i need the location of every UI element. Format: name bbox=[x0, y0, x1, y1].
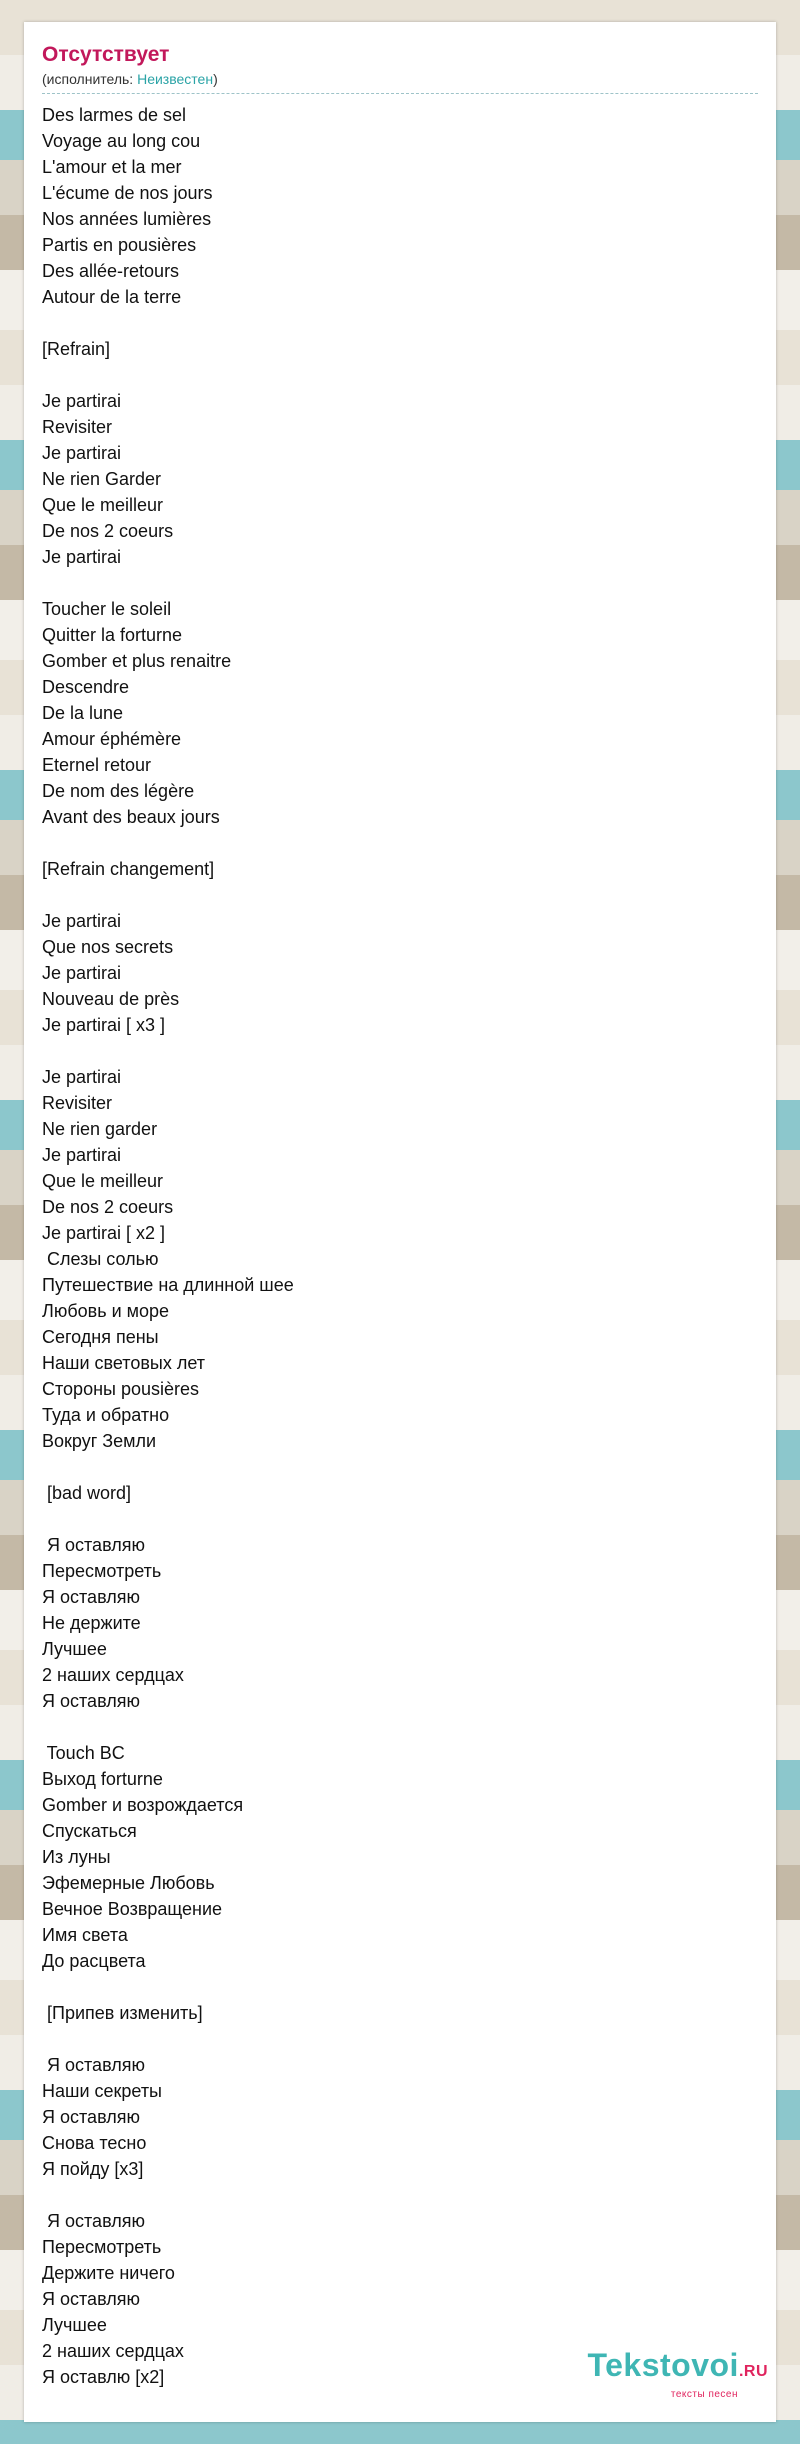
lyric-line: Autour de la terre bbox=[42, 287, 182, 307]
lyric-line: Je partirai bbox=[42, 963, 122, 983]
lyric-line: Touch BC bbox=[42, 1743, 125, 1763]
lyric-line: Путешествие на длинной шее bbox=[42, 1275, 294, 1295]
lyrics-text bbox=[42, 102, 758, 2390]
lyric-line: Que le meilleur bbox=[42, 495, 164, 515]
lyric-line: Amour éphémère bbox=[42, 729, 182, 749]
lyric-line: Quitter la forturne bbox=[42, 625, 183, 645]
lyric-line: Лучшее bbox=[42, 2315, 107, 2335]
logo-main-text: Tekstovoi bbox=[587, 2347, 739, 2383]
lyric-line: Выход forturne bbox=[42, 1769, 163, 1789]
lyric-line: Сегодня пены bbox=[42, 1327, 159, 1347]
lyric-line: Эфемерные Любовь bbox=[42, 1873, 215, 1893]
lyric-line: Пересмотреть bbox=[42, 2237, 162, 2257]
lyric-line: Имя света bbox=[42, 1925, 128, 1945]
lyric-line: Я оставляю bbox=[42, 2289, 140, 2309]
lyric-line: Des larmes de sel bbox=[42, 105, 187, 125]
lyric-line: Я пойду [x3] bbox=[42, 2159, 144, 2179]
lyric-line: Я оставляю bbox=[42, 2107, 140, 2127]
lyric-line bbox=[42, 1714, 758, 1740]
lyric-line bbox=[42, 1506, 758, 1532]
lyric-line: Снова тесно bbox=[42, 2133, 147, 2153]
lyric-line: Gomber et plus renaitre bbox=[42, 651, 232, 671]
lyrics-card bbox=[24, 22, 776, 2422]
lyric-line bbox=[42, 1974, 758, 2000]
lyric-line bbox=[42, 1454, 758, 1480]
lyric-line: L'amour et la mer bbox=[42, 157, 182, 177]
lyric-line: Voyage au long cou bbox=[42, 131, 201, 151]
lyric-line: 2 наших сердцах bbox=[42, 2341, 184, 2361]
lyric-line: Из луны bbox=[42, 1847, 111, 1867]
lyric-line bbox=[42, 2182, 758, 2208]
artist-suffix: ) bbox=[213, 71, 218, 87]
lyric-line bbox=[42, 310, 758, 336]
lyric-line: [Refrain changement] bbox=[42, 859, 215, 879]
lyric-line: Nouveau de près bbox=[42, 989, 180, 1009]
lyric-line: Вечное Возвращение bbox=[42, 1899, 223, 1919]
lyric-line: Лучшее bbox=[42, 1639, 107, 1659]
lyric-line: Je partirai bbox=[42, 391, 122, 411]
artist-link[interactable]: Неизвестен bbox=[137, 71, 214, 87]
lyric-line: Я оставляю bbox=[42, 2211, 145, 2231]
lyric-line: Держите ничего bbox=[42, 2263, 175, 2283]
lyric-line: Вокруг Земли bbox=[42, 1431, 157, 1451]
lyric-line: Пересмотреть bbox=[42, 1561, 162, 1581]
lyric-line: Я оставляю bbox=[42, 1535, 145, 1555]
lyric-line: Я оставляю bbox=[42, 1587, 140, 1607]
lyric-line: Que le meilleur bbox=[42, 1171, 164, 1191]
lyric-line: Toucher le soleil bbox=[42, 599, 172, 619]
lyric-line: Revisiter bbox=[42, 1093, 113, 1113]
lyric-line: Descendre bbox=[42, 677, 130, 697]
lyric-line: До расцвета bbox=[42, 1951, 146, 1971]
site-logo[interactable] bbox=[587, 2349, 768, 2400]
lyric-line: Я оставлю [x2] bbox=[42, 2367, 165, 2387]
lyric-line: Des allée-retours bbox=[42, 261, 180, 281]
lyric-line: Я оставляю bbox=[42, 1691, 140, 1711]
lyric-line: Eternel retour bbox=[42, 755, 152, 775]
artist-line bbox=[42, 71, 758, 87]
lyric-line: Je partirai bbox=[42, 547, 122, 567]
lyric-line: [Refrain] bbox=[42, 339, 111, 359]
lyric-line: Спускаться bbox=[42, 1821, 137, 1841]
lyric-line: Ne rien garder bbox=[42, 1119, 158, 1139]
lyric-line bbox=[42, 1038, 758, 1064]
lyric-line: Слезы солью bbox=[42, 1249, 159, 1269]
lyric-line: [bad word] bbox=[42, 1483, 132, 1503]
lyric-line: Не держите bbox=[42, 1613, 141, 1633]
lyric-line: Je partirai bbox=[42, 911, 122, 931]
lyric-line: Partis en pousières bbox=[42, 235, 197, 255]
lyric-line: L'écume de nos jours bbox=[42, 183, 213, 203]
lyric-line: Revisiter bbox=[42, 417, 113, 437]
lyric-line: Que nos secrets bbox=[42, 937, 174, 957]
lyric-line: Наши секреты bbox=[42, 2081, 162, 2101]
lyric-line bbox=[42, 882, 758, 908]
lyric-line: Любовь и море bbox=[42, 1301, 170, 1321]
lyric-line: 2 наших сердцах bbox=[42, 1665, 184, 1685]
lyric-line: Avant des beaux jours bbox=[42, 807, 220, 827]
logo-tagline: тексты песен bbox=[670, 2389, 738, 2400]
lyric-line: Je partirai [ x3 ] bbox=[42, 1015, 166, 1035]
logo-wordmark bbox=[587, 2349, 768, 2388]
lyric-line bbox=[42, 2026, 758, 2052]
lyric-line bbox=[42, 570, 758, 596]
lyric-line: De nos 2 coeurs bbox=[42, 1197, 174, 1217]
title-divider bbox=[42, 93, 758, 94]
artist-prefix: (исполнитель: bbox=[42, 71, 138, 87]
lyric-line bbox=[42, 362, 758, 388]
lyric-line: Я оставляю bbox=[42, 2055, 145, 2075]
song-title: Отсутствует bbox=[42, 43, 170, 66]
lyric-line: Стороны pousières bbox=[42, 1379, 199, 1399]
lyric-line: Туда и обратно bbox=[42, 1405, 170, 1425]
lyric-line: De nos 2 coeurs bbox=[42, 521, 174, 541]
lyric-line: Je partirai bbox=[42, 1145, 122, 1165]
lyric-line: Je partirai [ x2 ] bbox=[42, 1223, 166, 1243]
lyric-line: Gomber и возрождается bbox=[42, 1795, 244, 1815]
lyric-line: Наши световых лет bbox=[42, 1353, 205, 1373]
lyric-line: Nos années lumières bbox=[42, 209, 212, 229]
lyric-line bbox=[42, 830, 758, 856]
lyric-line: Je partirai bbox=[42, 1067, 122, 1087]
lyric-line: Ne rien Garder bbox=[42, 469, 162, 489]
lyric-line: De nom des légère bbox=[42, 781, 195, 801]
lyric-line: [Припев изменить] bbox=[42, 2003, 203, 2023]
lyric-line: De la lune bbox=[42, 703, 124, 723]
logo-tld: .RU bbox=[738, 2363, 768, 2380]
lyric-line: Je partirai bbox=[42, 443, 122, 463]
